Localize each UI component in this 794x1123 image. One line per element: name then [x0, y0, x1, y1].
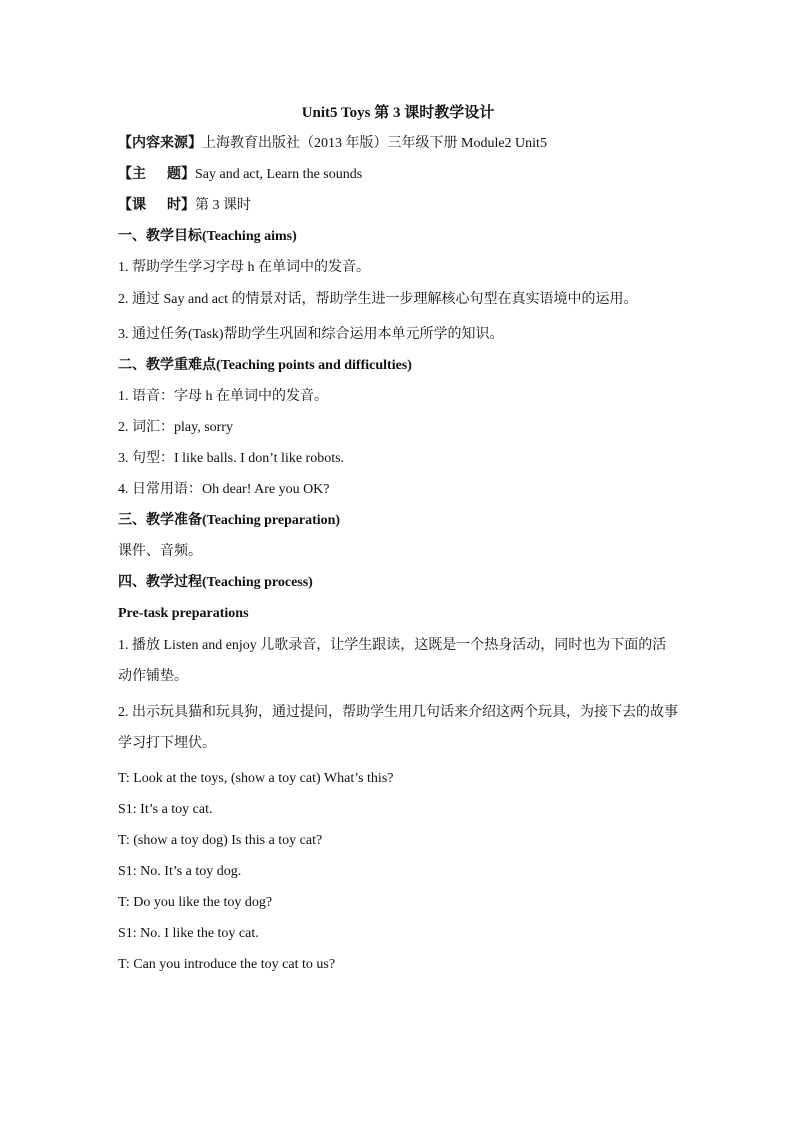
document-title: Unit5 Toys 第 3 课时教学设计 — [301, 105, 495, 121]
meta-source-value: 上海教育出版社（2013 年版）三年级下册 Module2 Unit5 — [202, 136, 547, 151]
aims-item: 1. 帮助学生学习字母 h 在单词中的发音。 — [118, 260, 370, 275]
section-heading-process: 四、教学过程(Teaching process) — [118, 575, 313, 590]
meta-period — [118, 195, 678, 217]
dialogue-line: S1: It’s a toy cat. — [118, 802, 213, 817]
meta-topic-label: 【主 题】 — [118, 167, 195, 182]
points-item: 3. 句型：I like balls. I don’t like robots. — [118, 451, 345, 466]
document-body — [118, 102, 678, 985]
points-item: 1. 语音：字母 h 在单词中的发音。 — [118, 389, 328, 404]
meta-source-label: 【内容来源】 — [118, 136, 202, 151]
meta-source — [118, 133, 678, 155]
meta-topic — [118, 164, 678, 186]
aims-item: 3. 通过任务(Task)帮助学生巩固和综合运用本单元所学的知识。 — [118, 327, 504, 342]
process-subheading: Pre-task preparations — [118, 606, 249, 621]
dialogue-line: T: Do you like the toy dog? — [118, 895, 273, 910]
dialogue-line: T: (show a toy dog) Is this a toy cat? — [118, 833, 323, 848]
section-heading-preparation: 三、教学准备(Teaching preparation) — [118, 513, 341, 528]
section-heading-aims: 一、教学目标(Teaching aims) — [118, 229, 297, 244]
points-item: 4. 日常用语：Oh dear! Are you OK? — [118, 482, 330, 497]
meta-period-label: 【课 时】 — [118, 198, 195, 213]
dialogue-line: S1: No. I like the toy cat. — [118, 926, 259, 941]
process-item: 1. 播放 Listen and enjoy 儿歌录音，让学生跟读，这既是一个热身活动，同时也为下面的活动作铺垫。 — [118, 638, 667, 684]
points-item: 2. 词汇：play, sorry — [118, 420, 233, 435]
dialogue-line: T: Look at the toys, (show a toy cat) What’s this? — [118, 771, 394, 786]
meta-topic-value: Say and act, Learn the sounds — [195, 167, 363, 182]
aims-item: 2. 通过 Say and act 的情景对话，帮助学生进一步理解核心句型在真实语境中的运用。 — [118, 292, 638, 307]
preparation-text: 课件、音频。 — [118, 544, 202, 559]
process-item: 2. 出示玩具猫和玩具狗，通过提问，帮助学生用几句话来介绍这两个玩具，为接下去的故事学习打下埋伏。 — [118, 705, 678, 751]
section-heading-points: 二、教学重难点(Teaching points and difficulties) — [118, 358, 412, 373]
meta-period-value: 第 3 课时 — [195, 198, 251, 213]
dialogue-line: S1: No. It’s a toy dog. — [118, 864, 242, 879]
dialogue-line: T: Can you introduce the toy cat to us? — [118, 957, 336, 972]
